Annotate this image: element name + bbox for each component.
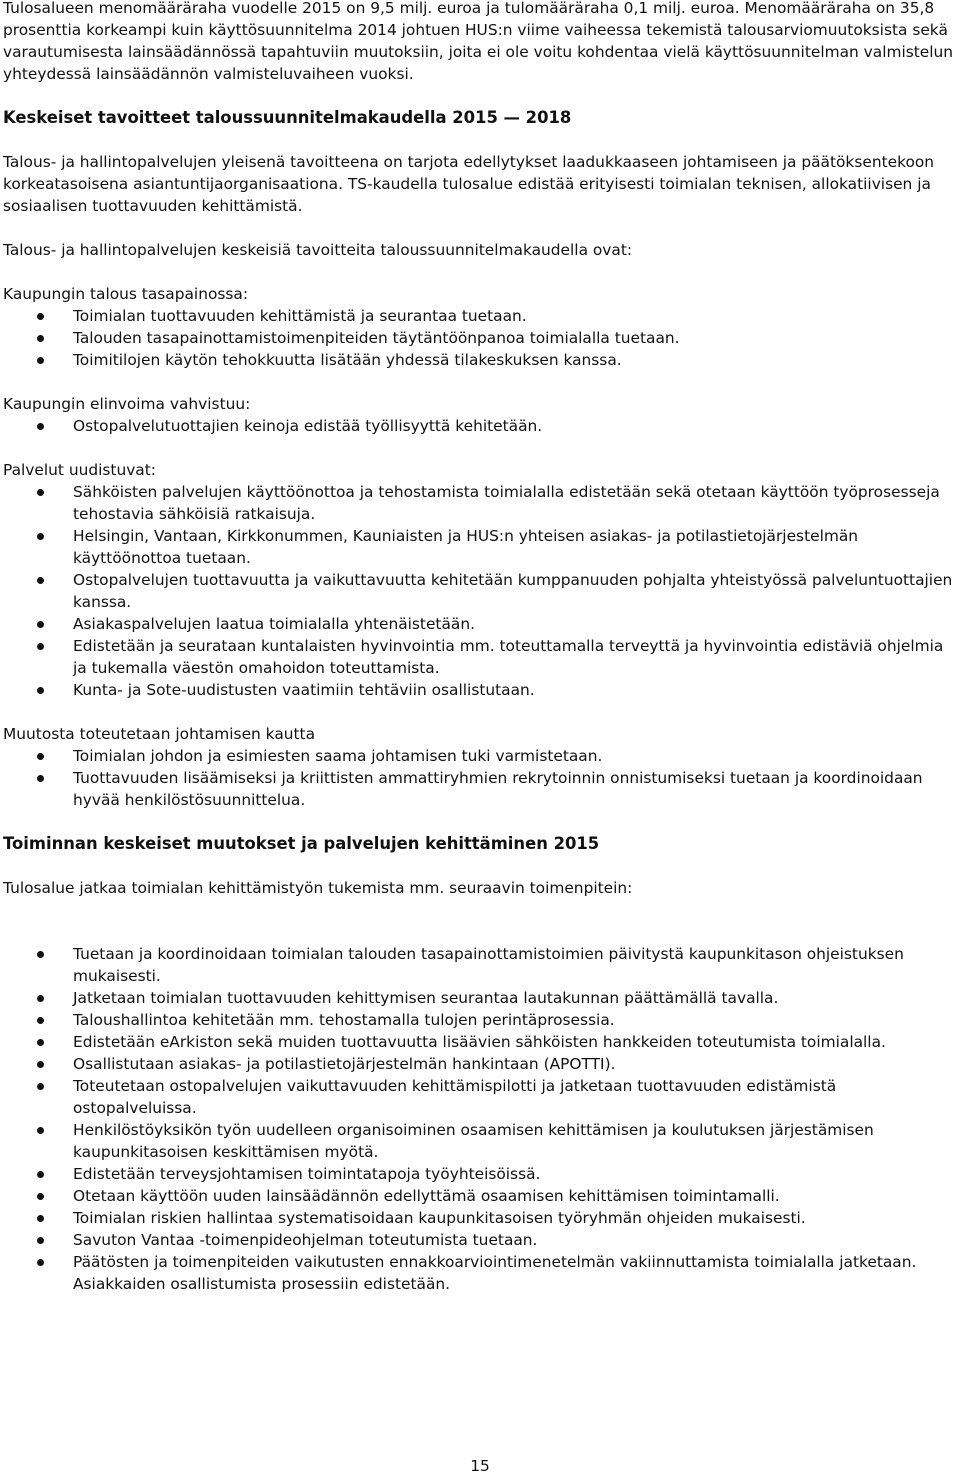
bullet-icon [37, 995, 44, 1002]
bullet-icon [37, 489, 44, 496]
bullet-icon [37, 423, 44, 430]
list-item: Savuton Vantaa -toimenpideohjelman toteutumista tuetaan. [3, 1229, 955, 1251]
list-item: Edistetään ja seurataan kuntalaisten hyvinvointia mm. toteuttamalla terveyttä ja hyvinvointia edistäviä ohjelmia ja tukemalla väestön omahoidon toteuttamista. [3, 635, 955, 679]
bullet-icon [37, 533, 44, 540]
list-item: Toimialan riskien hallintaa systematisoidaan kaupunkitasoisen työryhmän ohjeiden mukaisesti. [3, 1207, 955, 1229]
bullet-icon [37, 1083, 44, 1090]
bullet-icon [37, 951, 44, 958]
list-item: Toimitilojen käytön tehokkuutta lisätään yhdessä tilakeskuksen kanssa. [3, 349, 955, 371]
bullet-icon [37, 1237, 44, 1244]
page-number: 15 [470, 1457, 490, 1475]
list-item: Asiakaspalvelujen laatua toimialalla yhtenäistetään. [3, 613, 955, 635]
group-title-economy: Kaupungin talous tasapainossa: [3, 285, 249, 303]
bullet-icon [37, 687, 44, 694]
bullet-icon [37, 313, 44, 320]
list-item: Toteutetaan ostopalvelujen vaikuttavuuden kehittämispilotti ja jatketaan tuottavuuden edistämistä ostopalveluissa. [3, 1075, 955, 1119]
services-list [3, 481, 955, 701]
list-item: Ostopalvelutuottajien keinoja edistää työllisyyttä kehitetään. [3, 415, 955, 437]
leadership-list [3, 745, 955, 811]
bullet-icon [37, 1193, 44, 1200]
bullet-icon [37, 775, 44, 782]
list-item: Sähköisten palvelujen käyttöönottoa ja tehostamista toimialalla edistetään sekä otetaan käyttöön työprosesseja tehostavia sähköisiä ratkaisuja. [3, 481, 955, 525]
list-item: Taloushallintoa kehitetään mm. tehostamalla tulojen perintäprosessia. [3, 1009, 955, 1031]
list-item: Henkilöstöyksikön työn uudelleen organisoiminen osaamisen kehittämisen ja koulutuksen järjestämisen kaupunkitasoisen keskittämisen myötä. [3, 1119, 955, 1163]
bullet-icon [37, 1039, 44, 1046]
goals-paragraph-1: Talous- ja hallintopalvelujen yleisenä tavoitteena on tarjota edellytykset laadukkaaseen johtamiseen ja päätöksentekoon korkeatasoisena asiantuntijaorganisaationa. TS-kaudella tulosalue edistää erityisesti toimialan teknisen, allokatiivisen ja sosiaalisen tuottavuuden kehittämistä. [3, 153, 935, 215]
list-item: Edistetään eArkiston sekä muiden tuottavuutta lisäävien sähköisten hankkeiden toteutumista toimialalla. [3, 1031, 955, 1053]
bullet-icon [37, 1171, 44, 1178]
economy-list [3, 305, 955, 371]
bullet-icon [37, 1061, 44, 1068]
list-item: Kunta- ja Sote-uudistusten vaatimiin tehtäviin osallistutaan. [3, 679, 955, 701]
bullet-icon [37, 577, 44, 584]
group-title-leadership: Muutosta toteutetaan johtamisen kautta [3, 725, 316, 743]
list-item: Toimialan tuottavuuden kehittämistä ja seurantaa tuetaan. [3, 305, 955, 327]
changes-lead: Tulosalue jatkaa toimialan kehittämistyön tukemista mm. seuraavin toimenpitein: [3, 879, 633, 897]
list-item: Tuottavuuden lisäämiseksi ja kriittisten ammattiryhmien rekrytoinnin onnistumiseksi tuetaan ja koordinoidaan hyvää henkilöstösuunnittelua. [3, 767, 955, 811]
bullet-icon [37, 753, 44, 760]
bullet-icon [37, 357, 44, 364]
group-title-vitality: Kaupungin elinvoima vahvistuu: [3, 395, 251, 413]
list-item: Jatketaan toimialan tuottavuuden kehittymisen seurantaa lautakunnan päättämällä tavalla. [3, 987, 955, 1009]
list-item: Ostopalvelujen tuottavuutta ja vaikuttavuutta kehitetään kumppanuuden pohjalta yhteistyössä palveluntuottajien kanssa. [3, 569, 955, 613]
list-item: Toimialan johdon ja esimiesten saama johtamisen tuki varmistetaan. [3, 745, 955, 767]
list-item: Tuetaan ja koordinoidaan toimialan talouden tasapainottamistoimien päivitystä kaupunkitason ohjeistuksen mukaisesti. [3, 943, 955, 987]
list-item: Otetaan käyttöön uuden lainsäädännön edellyttämä osaamisen kehittämisen toimintamalli. [3, 1185, 955, 1207]
bullet-icon [37, 1127, 44, 1134]
bullet-icon [37, 1259, 44, 1266]
goals-paragraph-2: Talous- ja hallintopalvelujen keskeisiä tavoitteita taloussuunnitelmakaudella ovat: [3, 241, 633, 259]
bullet-icon [37, 1017, 44, 1024]
list-item: Talouden tasapainottamistoimenpiteiden täytäntöönpanoa toimialalla tuetaan. [3, 327, 955, 349]
vitality-list [3, 415, 955, 437]
bullet-icon [37, 335, 44, 342]
list-item: Päätösten ja toimenpiteiden vaikutusten ennakkoarviointimenetelmän vakiinnuttamista toimialalla jatketaan. Asiakkaiden osallistumista prosessiin edistetään. [3, 1251, 955, 1295]
intro-paragraph: Tulosalueen menomääräraha vuodelle 2015 on 9,5 milj. euroa ja tulomääräraha 0,1 milj. euroa. Menomääräraha on 35,8 prosenttia korkeampi kuin käyttösuunnitelma 2014 johtuen HUS:n viime vaiheessa tekemistä talousarviomuutoksista sekä varautumisesta lainsäädännössä tapahtuviin muutoksiin, joita ei ole voitu kohdentaa vielä käyttösuunnitelman valmistelun yhteydessä lainsäädännön valmisteluvaiheen vuoksi. [3, 0, 954, 83]
changes-heading: Toiminnan keskeiset muutokset ja palvelujen kehittäminen 2015 [3, 834, 600, 853]
list-item: Helsingin, Vantaan, Kirkkonummen, Kauniaisten ja HUS:n yhteisen asiakas- ja potilastietojärjestelmän käyttöönottoa tuetaan. [3, 525, 955, 569]
document-page [3, 0, 955, 1295]
changes-list [3, 943, 955, 1295]
bullet-icon [37, 621, 44, 628]
list-item: Edistetään terveysjohtamisen toimintatapoja työyhteisöissä. [3, 1163, 955, 1185]
bullet-icon [37, 643, 44, 650]
group-title-services: Palvelut uudistuvat: [3, 461, 156, 479]
goals-heading: Keskeiset tavoitteet taloussuunnitelmakaudella 2015 — 2018 [3, 108, 572, 127]
list-item: Osallistutaan asiakas- ja potilastietojärjestelmän hankintaan (APOTTI). [3, 1053, 955, 1075]
bullet-icon [37, 1215, 44, 1222]
